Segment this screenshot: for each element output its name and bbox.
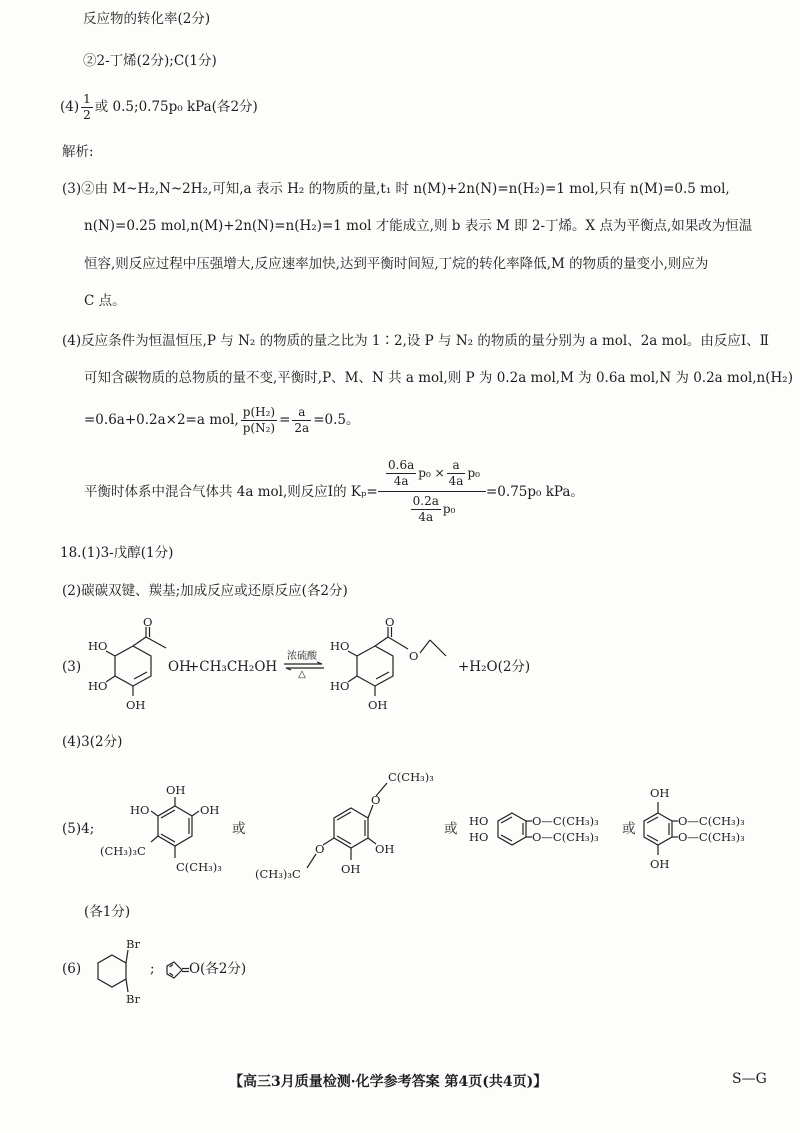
ring bbox=[357, 646, 393, 686]
kp-numerator bbox=[378, 458, 486, 492]
five-ring bbox=[167, 962, 182, 978]
hydroxy-1: HO bbox=[330, 639, 350, 653]
aromatic-3 bbox=[337, 836, 351, 844]
bromine-bottom: Br bbox=[126, 992, 140, 1006]
bond-carbonyl bbox=[375, 637, 388, 646]
footer-title: 【高三3月质量检测·化学参考答案 第4页(共4页)】 bbox=[229, 1074, 548, 1090]
kp-n1-den: 4a bbox=[393, 474, 409, 488]
analysis-p3-line1: (3)②由 M~H₂,N~2H₂,可知,a 表示 H₂ 的物质的量,t₁ 时 n(M)+2n(N)=n(H₂)=1 mol,只有 n(M)=0.5 mol, bbox=[62, 181, 730, 197]
bond-ester-o bbox=[388, 637, 408, 649]
answer-q4 bbox=[60, 92, 258, 123]
p4-line3-a: =0.6a+0.2a×2=a mol, bbox=[84, 412, 239, 428]
p-ratio-num: p(H₂) bbox=[241, 405, 277, 421]
q4-rest: 或 0.5;0.75p₀ kPa(各2分) bbox=[94, 99, 258, 115]
q18-5-label: (5)4; bbox=[62, 821, 95, 837]
isomer-1-structure bbox=[100, 778, 230, 878]
a-ratio-den: 2a bbox=[294, 421, 310, 435]
q18-6-sep: ; bbox=[150, 961, 155, 977]
analysis-p3-line4: C 点。 bbox=[84, 293, 126, 309]
kp-mid: p₀ × bbox=[418, 466, 445, 480]
bond-br-bottom bbox=[126, 979, 128, 992]
q4-label: (4) bbox=[60, 99, 80, 115]
isomer-2-structure bbox=[255, 763, 445, 888]
answer-line-butene: ②2-丁烯(2分);C(1分) bbox=[83, 53, 217, 69]
bond-left-up bbox=[151, 811, 158, 816]
oxygen: O bbox=[143, 615, 153, 629]
isomer-3-structure bbox=[467, 795, 617, 865]
oh-top: OH bbox=[166, 783, 186, 797]
answer-line-conversion: 反应物的转化率(2分) bbox=[83, 11, 211, 27]
p4-line3-end: =0.5。 bbox=[313, 412, 360, 428]
analysis-p3-line3: 恒容,则反应过程中压强增大,反应速率加快,达到平衡时间短,丁烷的转化率降低,M 的物质的量变小,则应为 bbox=[84, 256, 709, 272]
p4-line3-eq: = bbox=[279, 412, 291, 428]
water-product: +H₂O(2分) bbox=[458, 659, 531, 675]
otbu-2: O—C(CH₃)₃ bbox=[532, 830, 599, 844]
ether-o-1: O bbox=[371, 793, 381, 807]
ether-o-2: O bbox=[315, 842, 325, 856]
bond-left-down bbox=[151, 836, 158, 842]
catalyst-label: 浓硫酸 bbox=[287, 651, 317, 662]
oh-top: OH bbox=[650, 786, 670, 800]
bond-carbonyl bbox=[133, 637, 146, 646]
ester-oxygen: O bbox=[409, 649, 419, 663]
analysis-p4-line1: (4)反应条件为恒温恒压,P 与 N₂ 的物质的量之比为 1∶2,设 P 与 N₂ 的物质的量分别为 a mol、2a mol。由反应Ⅰ、Ⅱ bbox=[62, 333, 769, 349]
kp-n2 bbox=[447, 458, 466, 489]
ethanol: +CH₃CH₂OH bbox=[188, 659, 278, 675]
kp-fraction bbox=[378, 458, 486, 525]
or-3: 或 bbox=[622, 821, 636, 837]
oh-right: OH bbox=[200, 803, 220, 817]
kp-text: 平衡时体系中混合气体共 4a mol,则反应Ⅰ的 Kₚ= bbox=[84, 484, 378, 500]
benzene-ring bbox=[644, 813, 672, 845]
hydroxy-1: HO bbox=[88, 639, 108, 653]
analysis-title: 解析: bbox=[62, 144, 94, 160]
q4-fraction bbox=[81, 92, 93, 123]
oh-bottom: OH bbox=[650, 857, 670, 871]
tbu-bottom: C(CH₃)₃ bbox=[176, 860, 222, 874]
p-ratio-fraction bbox=[241, 405, 277, 436]
oh-left: HO bbox=[130, 803, 150, 817]
cooh-oh: OH bbox=[168, 659, 191, 675]
kp-n2-den: 4a bbox=[448, 474, 464, 488]
q18-4: (4)3(2分) bbox=[62, 734, 123, 750]
oh-2: HO bbox=[469, 830, 489, 844]
p-ratio-den: p(N₂) bbox=[242, 421, 276, 435]
hydroxy-3: OH bbox=[126, 698, 146, 712]
or-1: 或 bbox=[232, 821, 246, 837]
kp-n1-num: 0.6a bbox=[388, 458, 415, 472]
kp-p0b: p₀ bbox=[442, 502, 456, 516]
analysis-p3-line2: n(N)=0.25 mol,n(M)+2n(N)=n(H₂)=1 mol 才能成立,则 b 表示 M 即 2-丁烯。X 点为平衡点,如果改为恒温 bbox=[84, 218, 753, 234]
hydroxy-3: OH bbox=[368, 698, 388, 712]
q18-6-oxygen: O bbox=[189, 961, 201, 977]
benzene-ring bbox=[498, 813, 526, 845]
oh-right: OH bbox=[375, 842, 395, 856]
benzene-ring bbox=[334, 808, 368, 848]
ring-double-bond bbox=[376, 672, 389, 679]
ring bbox=[115, 646, 151, 686]
dibromocyclohexane-structure bbox=[86, 936, 146, 1008]
a-ratio-num: a bbox=[292, 405, 311, 421]
kp-n1 bbox=[386, 458, 416, 489]
kp-p0: p₀ bbox=[467, 466, 480, 480]
tbu-bottom: (CH₃)₃C bbox=[255, 867, 301, 881]
bond-ethyl-1 bbox=[420, 640, 430, 653]
q18-6-label: (6) bbox=[62, 961, 82, 977]
analysis-p4-line2: 可知含碳物质的总物质的量不变,平衡时,P、M、N 共 a mol,则 P 为 0.2a mol,M 为 0.6a mol,N 为 0.2a mol,n(H₂) bbox=[84, 370, 793, 386]
aromatic-1 bbox=[337, 812, 351, 820]
aromatic-3 bbox=[161, 834, 175, 842]
kp-n2-num: a bbox=[447, 458, 466, 474]
carbonyl-oxygen: O bbox=[385, 615, 395, 629]
q18-2: (2)碳碳双键、羰基;加成反应或还原反应(各2分) bbox=[62, 583, 348, 599]
kp-result: =0.75p₀ kPa。 bbox=[486, 484, 584, 500]
footer-code: S—G bbox=[732, 1071, 767, 1087]
hydroxy-2: HO bbox=[88, 679, 108, 693]
oh-bottom: OH bbox=[341, 862, 361, 876]
bond-br-top bbox=[126, 950, 128, 963]
q18-1: 18.(1)3-戊醇(1分) bbox=[60, 545, 174, 561]
oh-1: HO bbox=[469, 814, 489, 828]
ring-double-bond bbox=[134, 672, 147, 679]
bond-o-left bbox=[323, 838, 334, 845]
bromine-top: Br bbox=[126, 937, 140, 951]
tbu-top: C(CH₃)₃ bbox=[388, 770, 434, 784]
kp-d-den: 4a bbox=[418, 510, 434, 524]
q18-5-note: (各1分) bbox=[84, 904, 131, 920]
kp-d-num: 0.2a bbox=[412, 494, 439, 508]
otbu-1: O—C(CH₃)₃ bbox=[678, 814, 745, 828]
aromatic-1 bbox=[161, 810, 175, 818]
heat-label: △ bbox=[298, 669, 306, 680]
q4-frac-num: 1 bbox=[83, 92, 91, 106]
kp-d bbox=[411, 494, 441, 525]
q18-3-label: (3) bbox=[62, 659, 82, 675]
otbu-2: O—C(CH₃)₃ bbox=[678, 830, 745, 844]
bond-o-tbu2 bbox=[307, 854, 316, 868]
q18-6-score: (各2分) bbox=[200, 961, 247, 977]
isomer-4-structure bbox=[638, 780, 778, 880]
hydroxy-2: HO bbox=[330, 679, 350, 693]
bond-ethyl-2 bbox=[430, 640, 446, 656]
or-2: 或 bbox=[444, 821, 458, 837]
otbu-1: O—C(CH₃)₃ bbox=[532, 814, 599, 828]
q4-frac-den: 2 bbox=[83, 108, 91, 122]
forward-arrow bbox=[284, 662, 322, 664]
benzene-ring bbox=[158, 806, 192, 846]
cyclohexane-ring bbox=[98, 955, 126, 987]
a-ratio-fraction bbox=[292, 405, 311, 436]
analysis-p4-line3 bbox=[84, 398, 360, 442]
ester-product-structure bbox=[330, 615, 470, 720]
tbu-left: (CH₃)₃C bbox=[100, 844, 146, 858]
bond-cooh bbox=[146, 637, 166, 648]
kp-denominator bbox=[378, 492, 486, 525]
bond-right-up bbox=[192, 811, 199, 816]
